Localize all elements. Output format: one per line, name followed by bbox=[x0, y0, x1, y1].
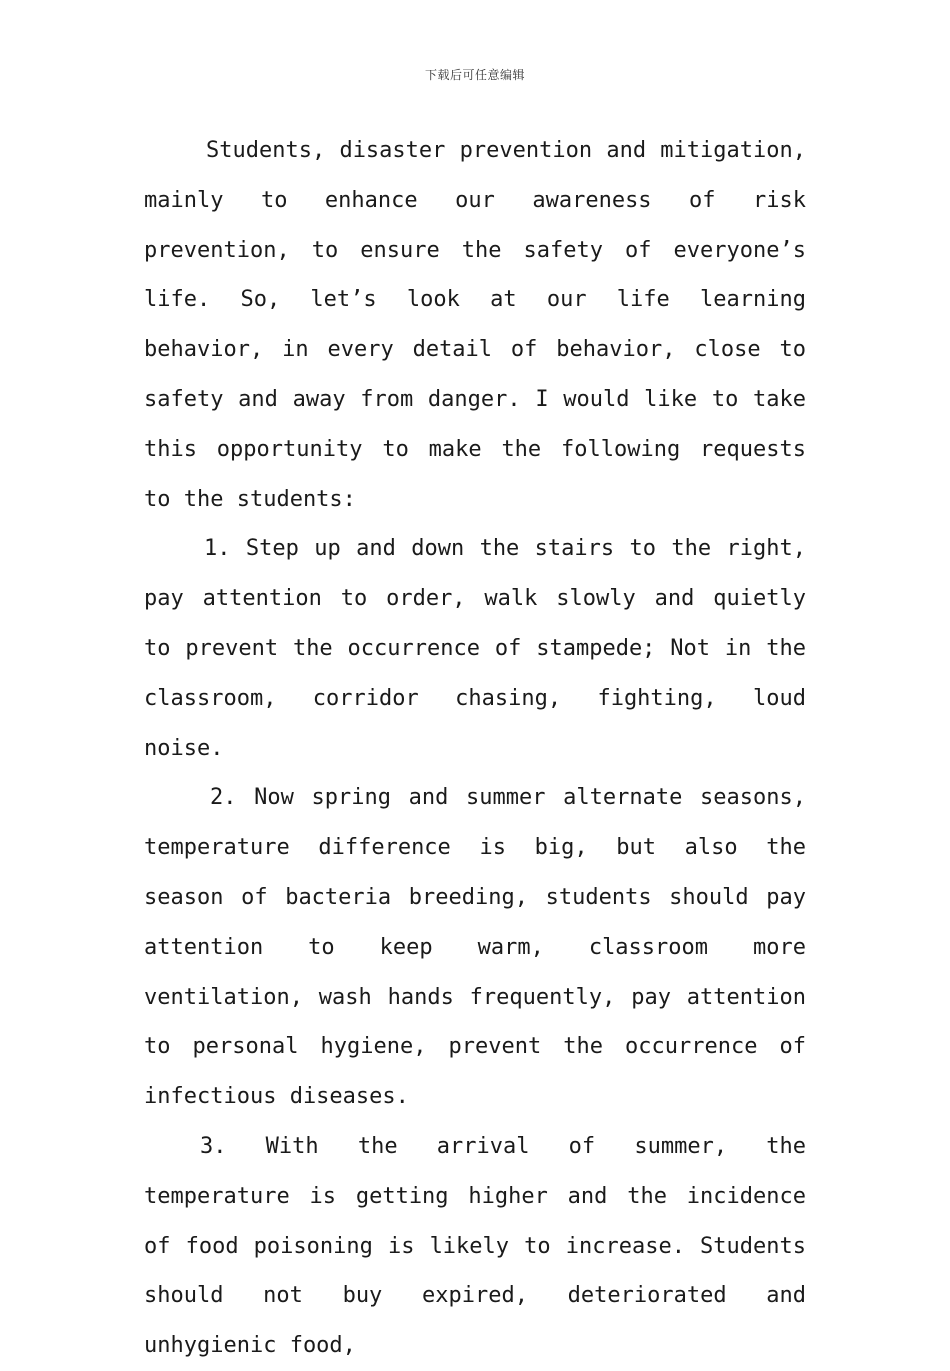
header-note: 下载后可任意编辑 bbox=[424, 68, 525, 82]
paragraph-item-1: 1. Step up and down the stairs to the right, pay attention to order, walk slowly and quietly to prevent the occurrence of stampede; Not in the classroom, corridor chasing, fighting, loud noise. bbox=[144, 536, 806, 761]
paragraph-item-2: 2. Now spring and summer alternate seasons, temperature difference is big, but also the season of bacteria breeding, students should pay attention to keep warm, classroom more ventilation, wash hands frequently, pay attention to personal hygiene, prevent the occurrence of infectious diseases. bbox=[144, 785, 806, 1110]
document-body bbox=[144, 126, 806, 1371]
paragraph-item-3: 3. With the arrival of summer, the temperature is getting higher and the incidence of food poisoning is likely to increase. Students should not buy expired, deteriorated and unhygienic food, bbox=[144, 1133, 806, 1359]
paragraph-intro: Students, disaster prevention and mitigation, mainly to enhance our awareness of risk prevention, to ensure the safety of everyone’s life. So, let’s look at our life learning behavior, in every detail of behavior, close to safety and away from danger. I would like to take this opportunity to make the following requests to the students: bbox=[144, 138, 806, 512]
